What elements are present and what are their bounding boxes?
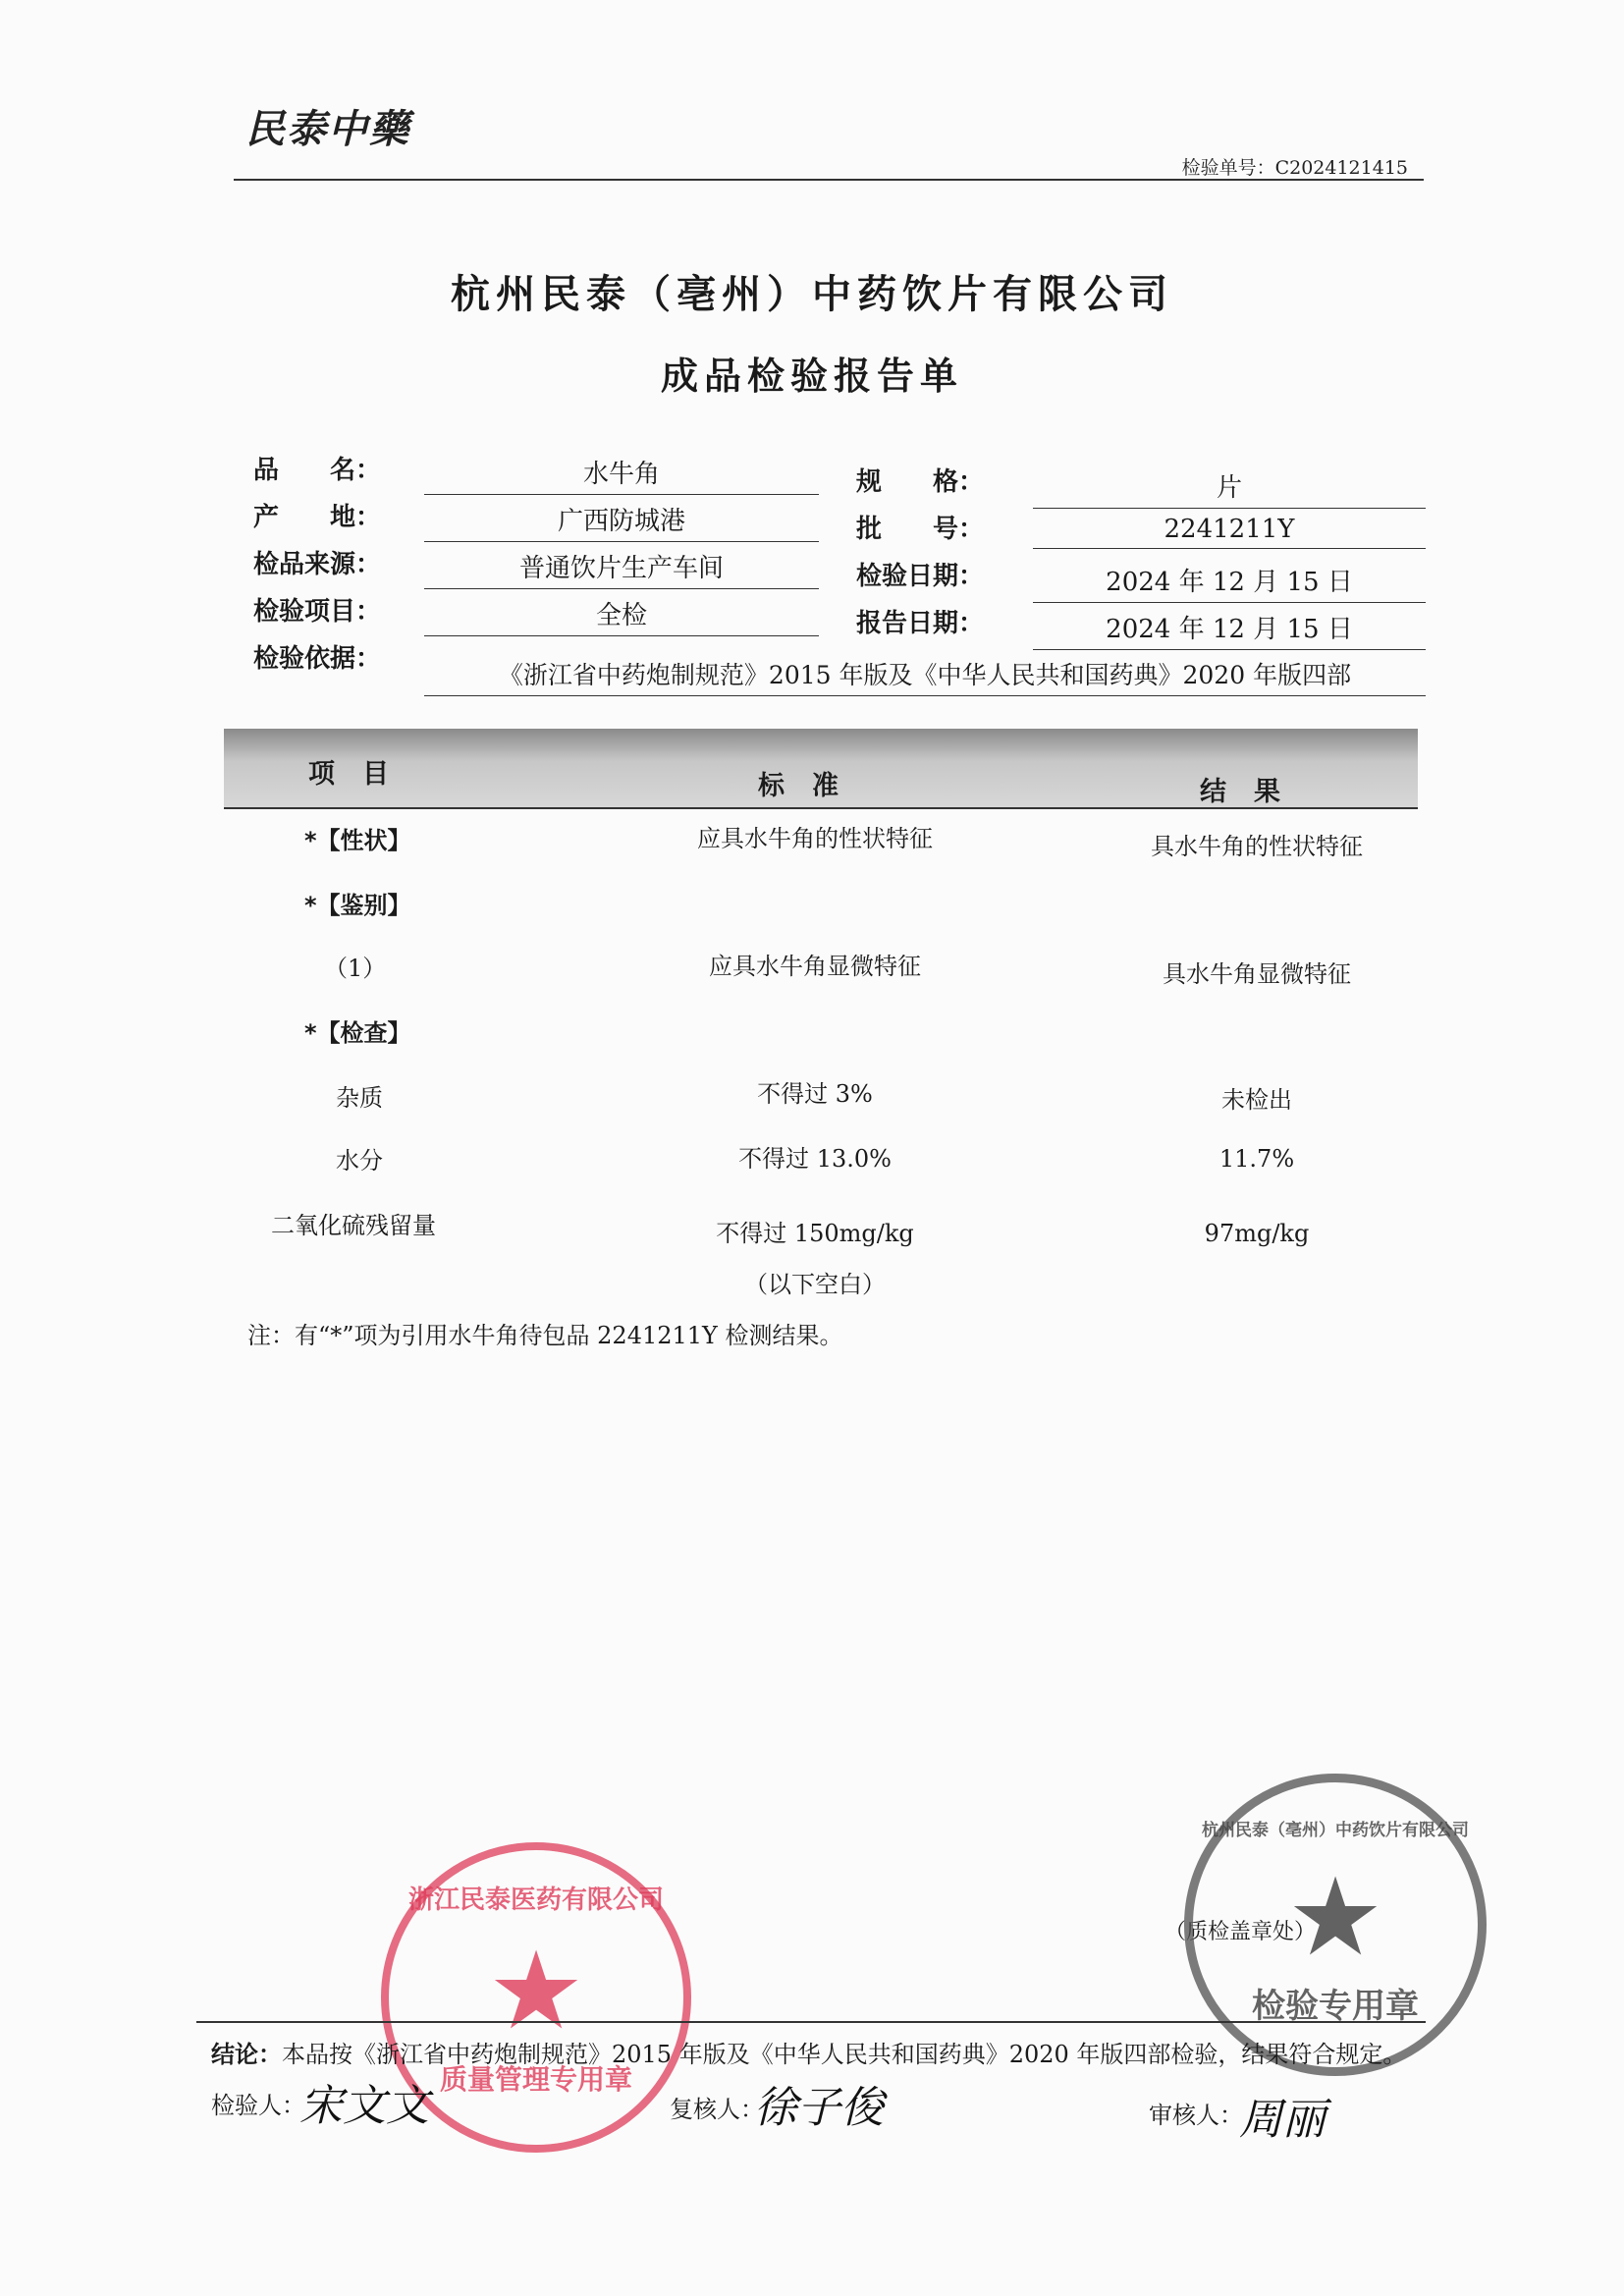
company-name: 杭州民泰（亳州）中药饮片有限公司	[451, 271, 1173, 317]
approver-label: 审核人：	[1149, 2102, 1243, 2129]
inspector-label: 检验人：	[211, 2092, 305, 2119]
test-items-value: 全检	[424, 595, 819, 636]
table-row-item: 杂质	[336, 1084, 383, 1112]
report-date-label: 报告日期：	[856, 609, 985, 638]
table-row-item: *【检查】	[304, 1019, 411, 1047]
inspection-seal-stamp	[1184, 1774, 1487, 2076]
column-header-standard: 标准	[758, 771, 866, 801]
table-row-result: 具水牛角的性状特征	[1151, 833, 1363, 860]
basis-value: 《浙江省中药炮制规范》2015 年版及《中华人民共和国药典》2020 年版四部	[424, 656, 1426, 696]
document-title: 成品检验报告单	[660, 354, 963, 398]
report-number-value: C2024121415	[1274, 157, 1408, 179]
reviewer-label: 复核人：	[670, 2096, 764, 2123]
table-row-standard: 应具水牛角显微特征	[709, 953, 921, 980]
conclusion-label: 结论：	[211, 2041, 282, 2068]
quality-seal-bottom-text: 质量管理专用章	[439, 2063, 632, 2096]
table-row-item: 二氧化硫残留量	[271, 1212, 436, 1239]
blank-below-note: （以下空白）	[744, 1271, 886, 1298]
origin-value: 广西防城港	[424, 501, 819, 542]
column-header-result: 结果	[1200, 777, 1308, 807]
spec-value: 片	[1033, 467, 1426, 509]
table-row-standard: 不得过 3%	[757, 1080, 873, 1108]
conclusion-text: 本品按《浙江省中药炮制规范》2015 年版及《中华人民共和国药典》2020 年版四部检验，结果符合规定。	[282, 2041, 1407, 2068]
footnote: 注：有“*”项为引用水牛角待包品 2241211Y 检测结果。	[247, 1322, 843, 1349]
report-number-label: 检验单号：	[1181, 157, 1275, 179]
report-date-value: 2024 年 12 月 15 日	[1033, 609, 1426, 650]
batch-label: 批 号：	[856, 515, 985, 544]
inspector-signature: 宋文文	[299, 2081, 429, 2131]
test-items-label: 检验项目：	[253, 597, 382, 627]
table-row-standard: 不得过 13.0%	[738, 1145, 892, 1173]
table-row-item: 水分	[336, 1147, 383, 1175]
sample-source-label: 检品来源：	[253, 550, 382, 579]
seal-star-icon: ★	[487, 1928, 585, 2053]
inspection-seal-bottom-text: 检验专用章	[1252, 1987, 1419, 2026]
spec-label: 规 格：	[856, 467, 985, 497]
table-row-standard: 应具水牛角的性状特征	[697, 825, 933, 852]
table-row-result: 具水牛角显微特征	[1163, 960, 1351, 988]
quality-seal-top-text: 浙江民泰医药有限公司	[407, 1886, 664, 1915]
conclusion-divider	[196, 2021, 1426, 2023]
batch-value: 2241211Y	[1033, 515, 1426, 549]
product-name-label: 品 名：	[253, 456, 382, 485]
inspection-seal-top-text: 杭州民泰（亳州）中药饮片有限公司	[1202, 1821, 1469, 1840]
test-date-label: 检验日期：	[856, 562, 985, 591]
table-row-item: *【鉴别】	[304, 892, 411, 919]
report-number	[1182, 153, 1408, 180]
sample-source-value: 普通饮片生产车间	[424, 548, 819, 589]
origin-label: 产 地：	[253, 503, 382, 532]
column-header-item: 项目	[308, 759, 416, 790]
stamp-area-label: （质检盖章处）	[1164, 1920, 1317, 1944]
product-name-value: 水牛角	[424, 454, 819, 495]
company-logo: 民泰中藥	[245, 106, 410, 152]
table-row-standard: 不得过 150mg/kg	[716, 1220, 914, 1247]
seal-star-icon: ★	[1286, 1854, 1384, 1980]
table-row-result: 11.7%	[1218, 1145, 1295, 1173]
approver-signature: 周丽	[1239, 2095, 1326, 2145]
header-divider	[234, 179, 1424, 181]
reviewer-signature: 徐子俊	[754, 2083, 884, 2133]
test-date-value: 2024 年 12 月 15 日	[1033, 562, 1426, 603]
table-row-result: 未检出	[1221, 1086, 1292, 1114]
basis-label: 检验依据：	[253, 644, 382, 674]
conclusion	[211, 2035, 1406, 2069]
table-row-result: 97mg/kg	[1204, 1220, 1310, 1247]
table-row-item: *【性状】	[304, 827, 411, 854]
table-row-item: （1）	[324, 955, 387, 982]
